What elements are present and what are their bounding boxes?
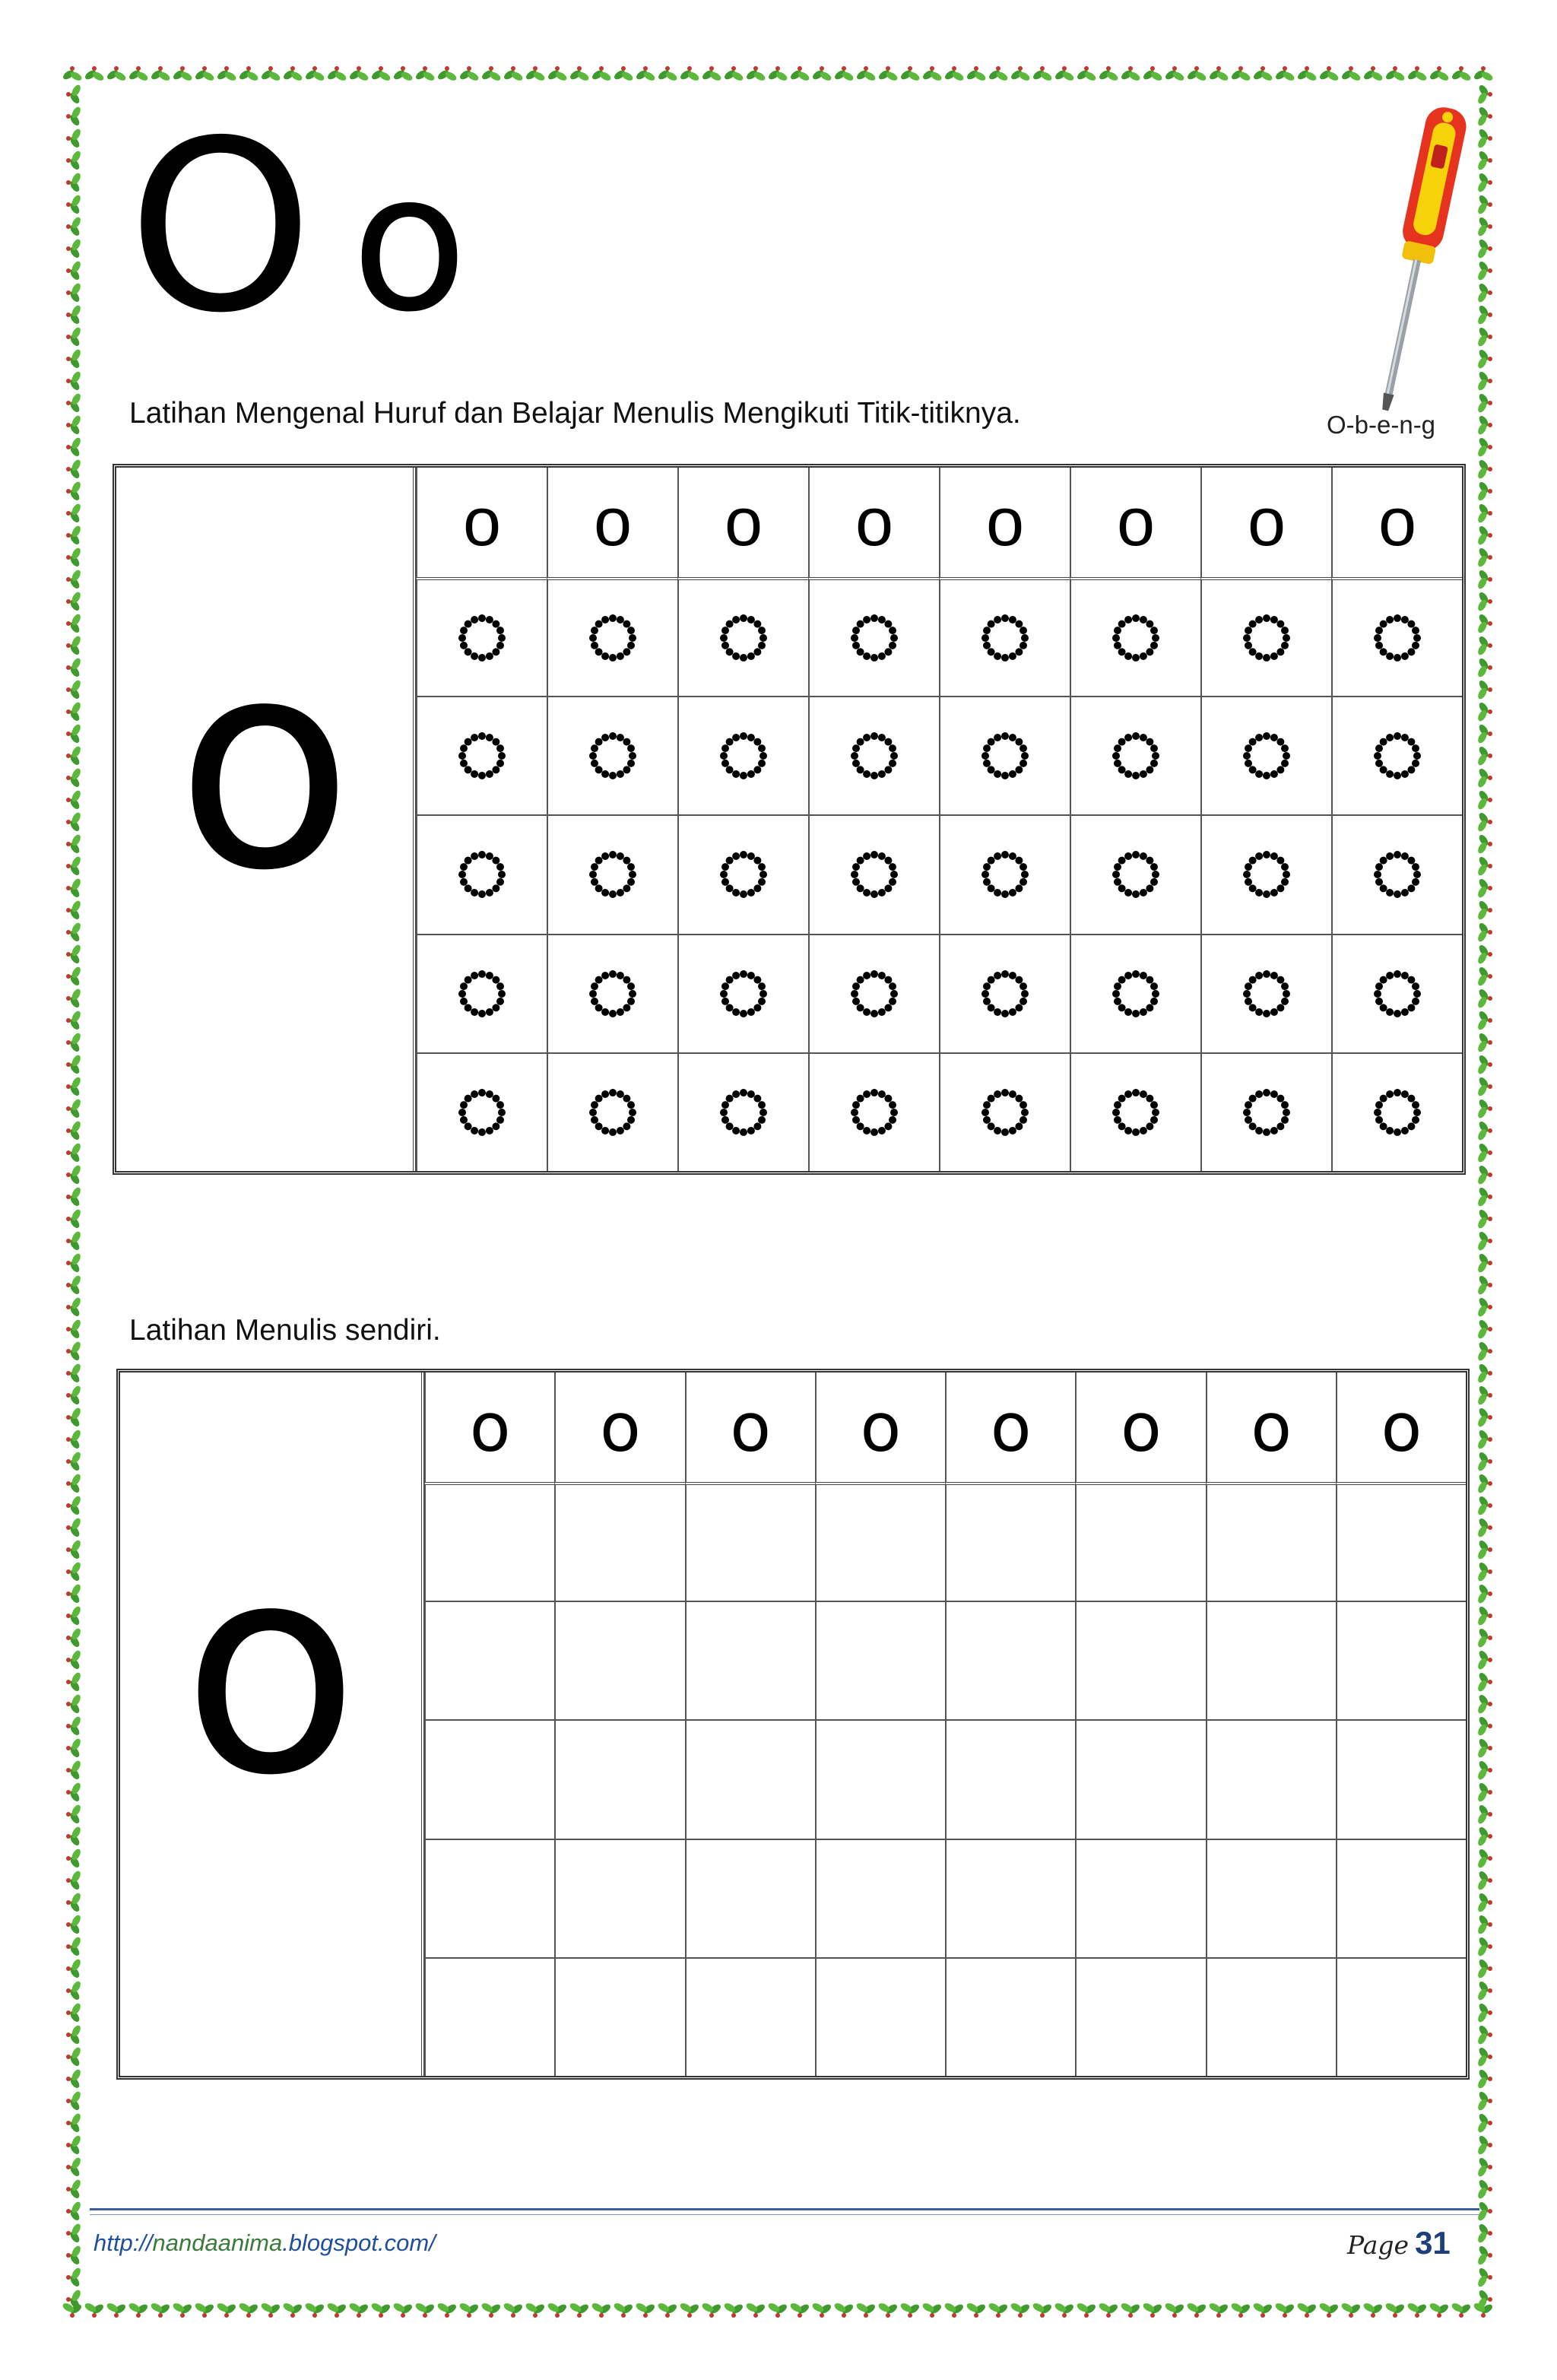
dotted-o-icon bbox=[975, 608, 1035, 668]
dotted-letter-cell bbox=[1070, 934, 1200, 1052]
dotted-o-icon bbox=[1367, 844, 1428, 905]
dotted-letter-cell bbox=[939, 814, 1070, 933]
header-letter-cell: o bbox=[424, 1372, 554, 1482]
dotted-o-icon bbox=[1367, 725, 1428, 786]
empty-writing-cell bbox=[1336, 1839, 1466, 1957]
dotted-letter-cell bbox=[1200, 1052, 1331, 1171]
dotted-letter-cell bbox=[677, 577, 808, 696]
dotted-letter-cell bbox=[1200, 696, 1331, 814]
empty-writing-cell bbox=[1075, 1601, 1205, 1719]
empty-writing-cell bbox=[554, 1482, 684, 1601]
dotted-o-icon bbox=[582, 963, 643, 1024]
dotted-o-icon bbox=[1105, 608, 1166, 668]
dotted-letter-cell bbox=[547, 1052, 677, 1171]
page-number-value: 31 bbox=[1415, 2225, 1451, 2261]
dotted-letter-cell bbox=[677, 696, 808, 814]
dotted-letter-cell bbox=[939, 934, 1070, 1052]
dotted-letter-cell bbox=[1070, 577, 1200, 696]
empty-writing-cell bbox=[1206, 1957, 1336, 2076]
empty-writing-cell bbox=[1075, 1839, 1205, 1957]
dotted-o-icon bbox=[1236, 608, 1297, 668]
empty-writing-cell bbox=[1336, 1482, 1466, 1601]
empty-writing-cell bbox=[945, 1839, 1075, 1957]
dotted-letter-cell bbox=[1331, 934, 1462, 1052]
dotted-o-icon bbox=[713, 725, 774, 786]
header-letter-cell: o bbox=[547, 468, 677, 577]
dotted-o-icon bbox=[975, 844, 1035, 905]
header-letter-cell: o bbox=[1331, 468, 1462, 577]
url-site: nandaanima bbox=[152, 2229, 283, 2256]
empty-writing-cell bbox=[1206, 1601, 1336, 1719]
empty-writing-cell bbox=[685, 1482, 815, 1601]
dotted-letter-cell bbox=[677, 814, 808, 933]
dotted-o-icon bbox=[975, 725, 1035, 786]
header-letter-cell: o bbox=[685, 1372, 815, 1482]
tracing-grid bbox=[113, 464, 1466, 1175]
empty-writing-cell bbox=[424, 1957, 554, 2076]
empty-writing-cell bbox=[1336, 1957, 1466, 2076]
dotted-o-icon bbox=[844, 1082, 905, 1143]
dotted-o-icon bbox=[1236, 725, 1297, 786]
header-letter-cell: o bbox=[1336, 1372, 1466, 1482]
dotted-letter-cell bbox=[808, 577, 939, 696]
empty-writing-cell bbox=[945, 1957, 1075, 2076]
screwdriver-icon bbox=[1368, 97, 1467, 417]
dotted-o-icon bbox=[452, 963, 512, 1024]
empty-writing-cell bbox=[685, 1601, 815, 1719]
sample-letter: o bbox=[176, 597, 354, 935]
empty-writing-cell bbox=[1336, 1601, 1466, 1719]
empty-writing-cell bbox=[424, 1839, 554, 1957]
header-letter-cell: o bbox=[939, 468, 1070, 577]
dotted-letter-cell bbox=[1200, 934, 1331, 1052]
page-number bbox=[1347, 2225, 1451, 2261]
dotted-o-icon bbox=[1367, 608, 1428, 668]
dotted-o-icon bbox=[582, 725, 643, 786]
header-letter-cell: o bbox=[1075, 1372, 1205, 1482]
dotted-letter-cell bbox=[808, 696, 939, 814]
dotted-letter-cell bbox=[808, 1052, 939, 1171]
header-letter-cell: o bbox=[945, 1372, 1075, 1482]
empty-writing-cell bbox=[945, 1601, 1075, 1719]
dotted-o-icon bbox=[1367, 1082, 1428, 1143]
dotted-letter-cell bbox=[547, 934, 677, 1052]
dotted-letter-cell bbox=[1200, 577, 1331, 696]
section2-title: Latihan Menulis sendiri. bbox=[129, 1314, 441, 1347]
empty-writing-cell bbox=[554, 1719, 684, 1838]
dotted-o-icon bbox=[582, 1082, 643, 1143]
empty-writing-cell bbox=[685, 1719, 815, 1838]
dotted-letter-cell bbox=[808, 814, 939, 933]
dotted-letter-cell bbox=[1070, 696, 1200, 814]
footer-url[interactable] bbox=[94, 2229, 436, 2257]
dotted-o-icon bbox=[713, 1082, 774, 1143]
dotted-o-icon bbox=[975, 963, 1035, 1024]
empty-writing-cell bbox=[554, 1957, 684, 2076]
empty-writing-cell bbox=[1206, 1839, 1336, 1957]
lowercase-letter: o bbox=[351, 132, 468, 354]
dotted-letter-cell bbox=[547, 814, 677, 933]
empty-writing-cell bbox=[424, 1719, 554, 1838]
header-letter-cell: o bbox=[416, 468, 547, 577]
dotted-letter-cell bbox=[677, 1052, 808, 1171]
dotted-letter-cell bbox=[939, 1052, 1070, 1171]
dotted-o-icon bbox=[844, 844, 905, 905]
dotted-letter-cell bbox=[547, 696, 677, 814]
dotted-letter-cell bbox=[808, 934, 939, 1052]
dotted-letter-cell bbox=[416, 934, 547, 1052]
empty-writing-cell bbox=[554, 1601, 684, 1719]
dotted-o-icon bbox=[452, 1082, 512, 1143]
dotted-o-icon bbox=[582, 608, 643, 668]
dotted-o-icon bbox=[1367, 963, 1428, 1024]
dotted-letter-cell bbox=[1070, 814, 1200, 933]
empty-writing-cell bbox=[815, 1839, 945, 1957]
dotted-o-icon bbox=[452, 608, 512, 668]
dotted-o-icon bbox=[1105, 725, 1166, 786]
header-letter-cell: o bbox=[554, 1372, 684, 1482]
header-letter-cell: o bbox=[677, 468, 808, 577]
dotted-o-icon bbox=[1105, 844, 1166, 905]
sample-letter-cell bbox=[116, 468, 416, 1171]
empty-writing-cell bbox=[945, 1482, 1075, 1601]
sample-letter-cell bbox=[120, 1372, 424, 2076]
dotted-letter-cell bbox=[1070, 1052, 1200, 1171]
dotted-letter-cell bbox=[677, 934, 808, 1052]
dotted-letter-cell bbox=[939, 577, 1070, 696]
footer-divider-thin bbox=[90, 2214, 1479, 2215]
dotted-o-icon bbox=[713, 844, 774, 905]
footer-divider bbox=[90, 2208, 1479, 2210]
empty-writing-cell bbox=[945, 1719, 1075, 1838]
dotted-letter-cell bbox=[547, 577, 677, 696]
dotted-o-icon bbox=[844, 963, 905, 1024]
header-letter-cell: o bbox=[1070, 468, 1200, 577]
empty-writing-cell bbox=[815, 1482, 945, 1601]
dotted-o-icon bbox=[844, 725, 905, 786]
empty-writing-cell bbox=[554, 1839, 684, 1957]
dotted-o-icon bbox=[844, 608, 905, 668]
dotted-letter-cell bbox=[416, 814, 547, 933]
header-letter-cell: o bbox=[1206, 1372, 1336, 1482]
dotted-o-icon bbox=[452, 725, 512, 786]
dotted-letter-cell bbox=[1331, 814, 1462, 933]
empty-writing-cell bbox=[1206, 1719, 1336, 1838]
writing-grid bbox=[116, 1369, 1470, 2080]
dotted-letter-cell bbox=[939, 696, 1070, 814]
empty-writing-cell bbox=[1075, 1719, 1205, 1838]
dotted-letter-cell bbox=[1331, 696, 1462, 814]
dotted-letter-cell bbox=[416, 696, 547, 814]
empty-writing-cell bbox=[685, 1839, 815, 1957]
picture-word: O-b-e-n-g bbox=[1327, 411, 1436, 439]
url-prefix: http:// bbox=[94, 2229, 153, 2256]
uppercase-letter: O bbox=[128, 90, 314, 365]
dotted-o-icon bbox=[1105, 1082, 1166, 1143]
dotted-o-icon bbox=[1105, 963, 1166, 1024]
dotted-letter-cell bbox=[416, 1052, 547, 1171]
dotted-o-icon bbox=[1236, 844, 1297, 905]
dotted-letter-cell bbox=[416, 577, 547, 696]
dotted-letter-cell bbox=[1331, 1052, 1462, 1171]
dotted-o-icon bbox=[713, 608, 774, 668]
empty-writing-cell bbox=[424, 1482, 554, 1601]
empty-writing-cell bbox=[1336, 1719, 1466, 1838]
url-domain: .blogspot.com/ bbox=[282, 2229, 436, 2256]
empty-writing-cell bbox=[685, 1957, 815, 2076]
dotted-o-icon bbox=[1236, 963, 1297, 1024]
sample-letter: o bbox=[182, 1502, 360, 1839]
header-letter-cell: o bbox=[815, 1372, 945, 1482]
letter-heading bbox=[128, 90, 468, 365]
empty-writing-cell bbox=[1075, 1957, 1205, 2076]
dotted-o-icon bbox=[452, 844, 512, 905]
dotted-o-icon bbox=[975, 1082, 1035, 1143]
dotted-o-icon bbox=[582, 844, 643, 905]
section1-title: Latihan Mengenal Huruf dan Belajar Menulis Mengikuti Titik-titiknya. bbox=[129, 397, 1021, 430]
page-label: Page bbox=[1347, 2230, 1410, 2260]
empty-writing-cell bbox=[815, 1957, 945, 2076]
empty-writing-cell bbox=[1075, 1482, 1205, 1601]
dotted-o-icon bbox=[1236, 1082, 1297, 1143]
empty-writing-cell bbox=[815, 1601, 945, 1719]
dotted-letter-cell bbox=[1200, 814, 1331, 933]
empty-writing-cell bbox=[424, 1601, 554, 1719]
empty-writing-cell bbox=[815, 1719, 945, 1838]
dotted-letter-cell bbox=[1331, 577, 1462, 696]
header-letter-cell: o bbox=[1200, 468, 1331, 577]
empty-writing-cell bbox=[1206, 1482, 1336, 1601]
header-letter-cell: o bbox=[808, 468, 939, 577]
dotted-o-icon bbox=[713, 963, 774, 1024]
